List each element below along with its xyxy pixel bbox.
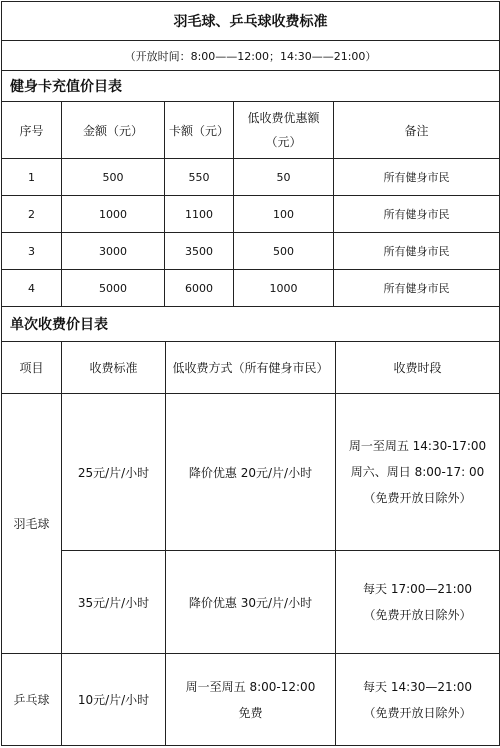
card-section-row [2, 71, 500, 102]
table-tennis-method [166, 654, 336, 746]
badminton-time-2-line2: （免费开放日除外） [363, 608, 472, 622]
cell-card-value: 1100 [165, 196, 234, 233]
cell-discount: 500 [234, 233, 334, 270]
cell-discount: 100 [234, 196, 334, 233]
cell-remarks: 所有健身市民 [334, 196, 500, 233]
cell-index: 4 [2, 270, 62, 307]
page-title: 羽毛球、乒乓球收费标准 [2, 2, 500, 41]
card-header-row [2, 102, 500, 159]
badminton-method-2: 降价优惠 30元/片/小时 [166, 551, 336, 654]
badminton-time-2-line1: 每天 17:00—21:00 [363, 582, 472, 596]
table-row [2, 159, 500, 196]
table-tennis-time [336, 654, 500, 746]
single-section-heading: 单次收费价目表 [2, 307, 500, 342]
header-time-period: 收费时段 [336, 342, 500, 394]
cell-amount: 3000 [62, 233, 165, 270]
cell-card-value: 6000 [165, 270, 234, 307]
badminton-time-1-line3: （免费开放日除外） [363, 491, 472, 505]
badminton-row-1 [2, 394, 500, 551]
table-tennis-row [2, 654, 500, 746]
cell-card-value: 3500 [165, 233, 234, 270]
single-header-row [2, 342, 500, 394]
badminton-time-1-line1: 周一至周五 14:30-17:00 [348, 439, 487, 453]
table-tennis-method-line2: 免费 [238, 705, 263, 720]
header-amount: 金额（元） [62, 102, 165, 159]
header-item: 项目 [2, 342, 62, 394]
cell-index: 1 [2, 159, 62, 196]
cell-index: 3 [2, 233, 62, 270]
cell-discount: 1000 [234, 270, 334, 307]
table-tennis-time-line1: 每天 14:30—21:00 [363, 679, 472, 694]
badminton-time-2 [336, 551, 500, 654]
title-row [2, 2, 500, 41]
badminton-standard-1: 25元/片/小时 [62, 394, 166, 551]
card-section-heading: 健身卡充值价目表 [2, 71, 500, 102]
header-card-value: 卡额（元） [165, 102, 234, 159]
badminton-method-1: 降价优惠 20元/片/小时 [166, 394, 336, 551]
cell-card-value: 550 [165, 159, 234, 196]
header-discount [234, 102, 334, 159]
header-index: 序号 [2, 102, 62, 159]
subtitle-row [2, 41, 500, 71]
item-table-tennis: 乒乓球 [2, 654, 62, 746]
table-row [2, 196, 500, 233]
badminton-time-1-line2: 周六、周日 8:00-17: 00 [350, 465, 485, 479]
badminton-row-2 [2, 551, 500, 654]
cell-index: 2 [2, 196, 62, 233]
cell-discount: 50 [234, 159, 334, 196]
cell-amount: 1000 [62, 196, 165, 233]
table-tennis-method-line1: 周一至周五 8:00-12:00 [185, 679, 316, 694]
table-tennis-time-line2: （免费开放日除外） [363, 705, 472, 720]
header-low-fee-method: 低收费方式（所有健身市民） [166, 342, 336, 394]
table-row [2, 233, 500, 270]
header-discount-line1: 低收费优惠额 [247, 111, 320, 125]
badminton-standard-2: 35元/片/小时 [62, 551, 166, 654]
cell-remarks: 所有健身市民 [334, 159, 500, 196]
table-row [2, 270, 500, 307]
single-section-row [2, 307, 500, 342]
opening-hours: （开放时间：8:00——12:00；14:30——21:00） [2, 41, 500, 71]
header-remarks: 备注 [334, 102, 500, 159]
fee-standard-sheet [1, 1, 499, 746]
cell-amount: 500 [62, 159, 165, 196]
single-fee-table [1, 341, 500, 746]
item-badminton: 羽毛球 [2, 394, 62, 654]
header-discount-line2: （元） [265, 135, 302, 149]
badminton-time-1 [336, 394, 500, 551]
fee-table [1, 1, 500, 342]
table-tennis-standard: 10元/片/小时 [62, 654, 166, 746]
cell-remarks: 所有健身市民 [334, 233, 500, 270]
cell-remarks: 所有健身市民 [334, 270, 500, 307]
cell-amount: 5000 [62, 270, 165, 307]
header-standard: 收费标准 [62, 342, 166, 394]
